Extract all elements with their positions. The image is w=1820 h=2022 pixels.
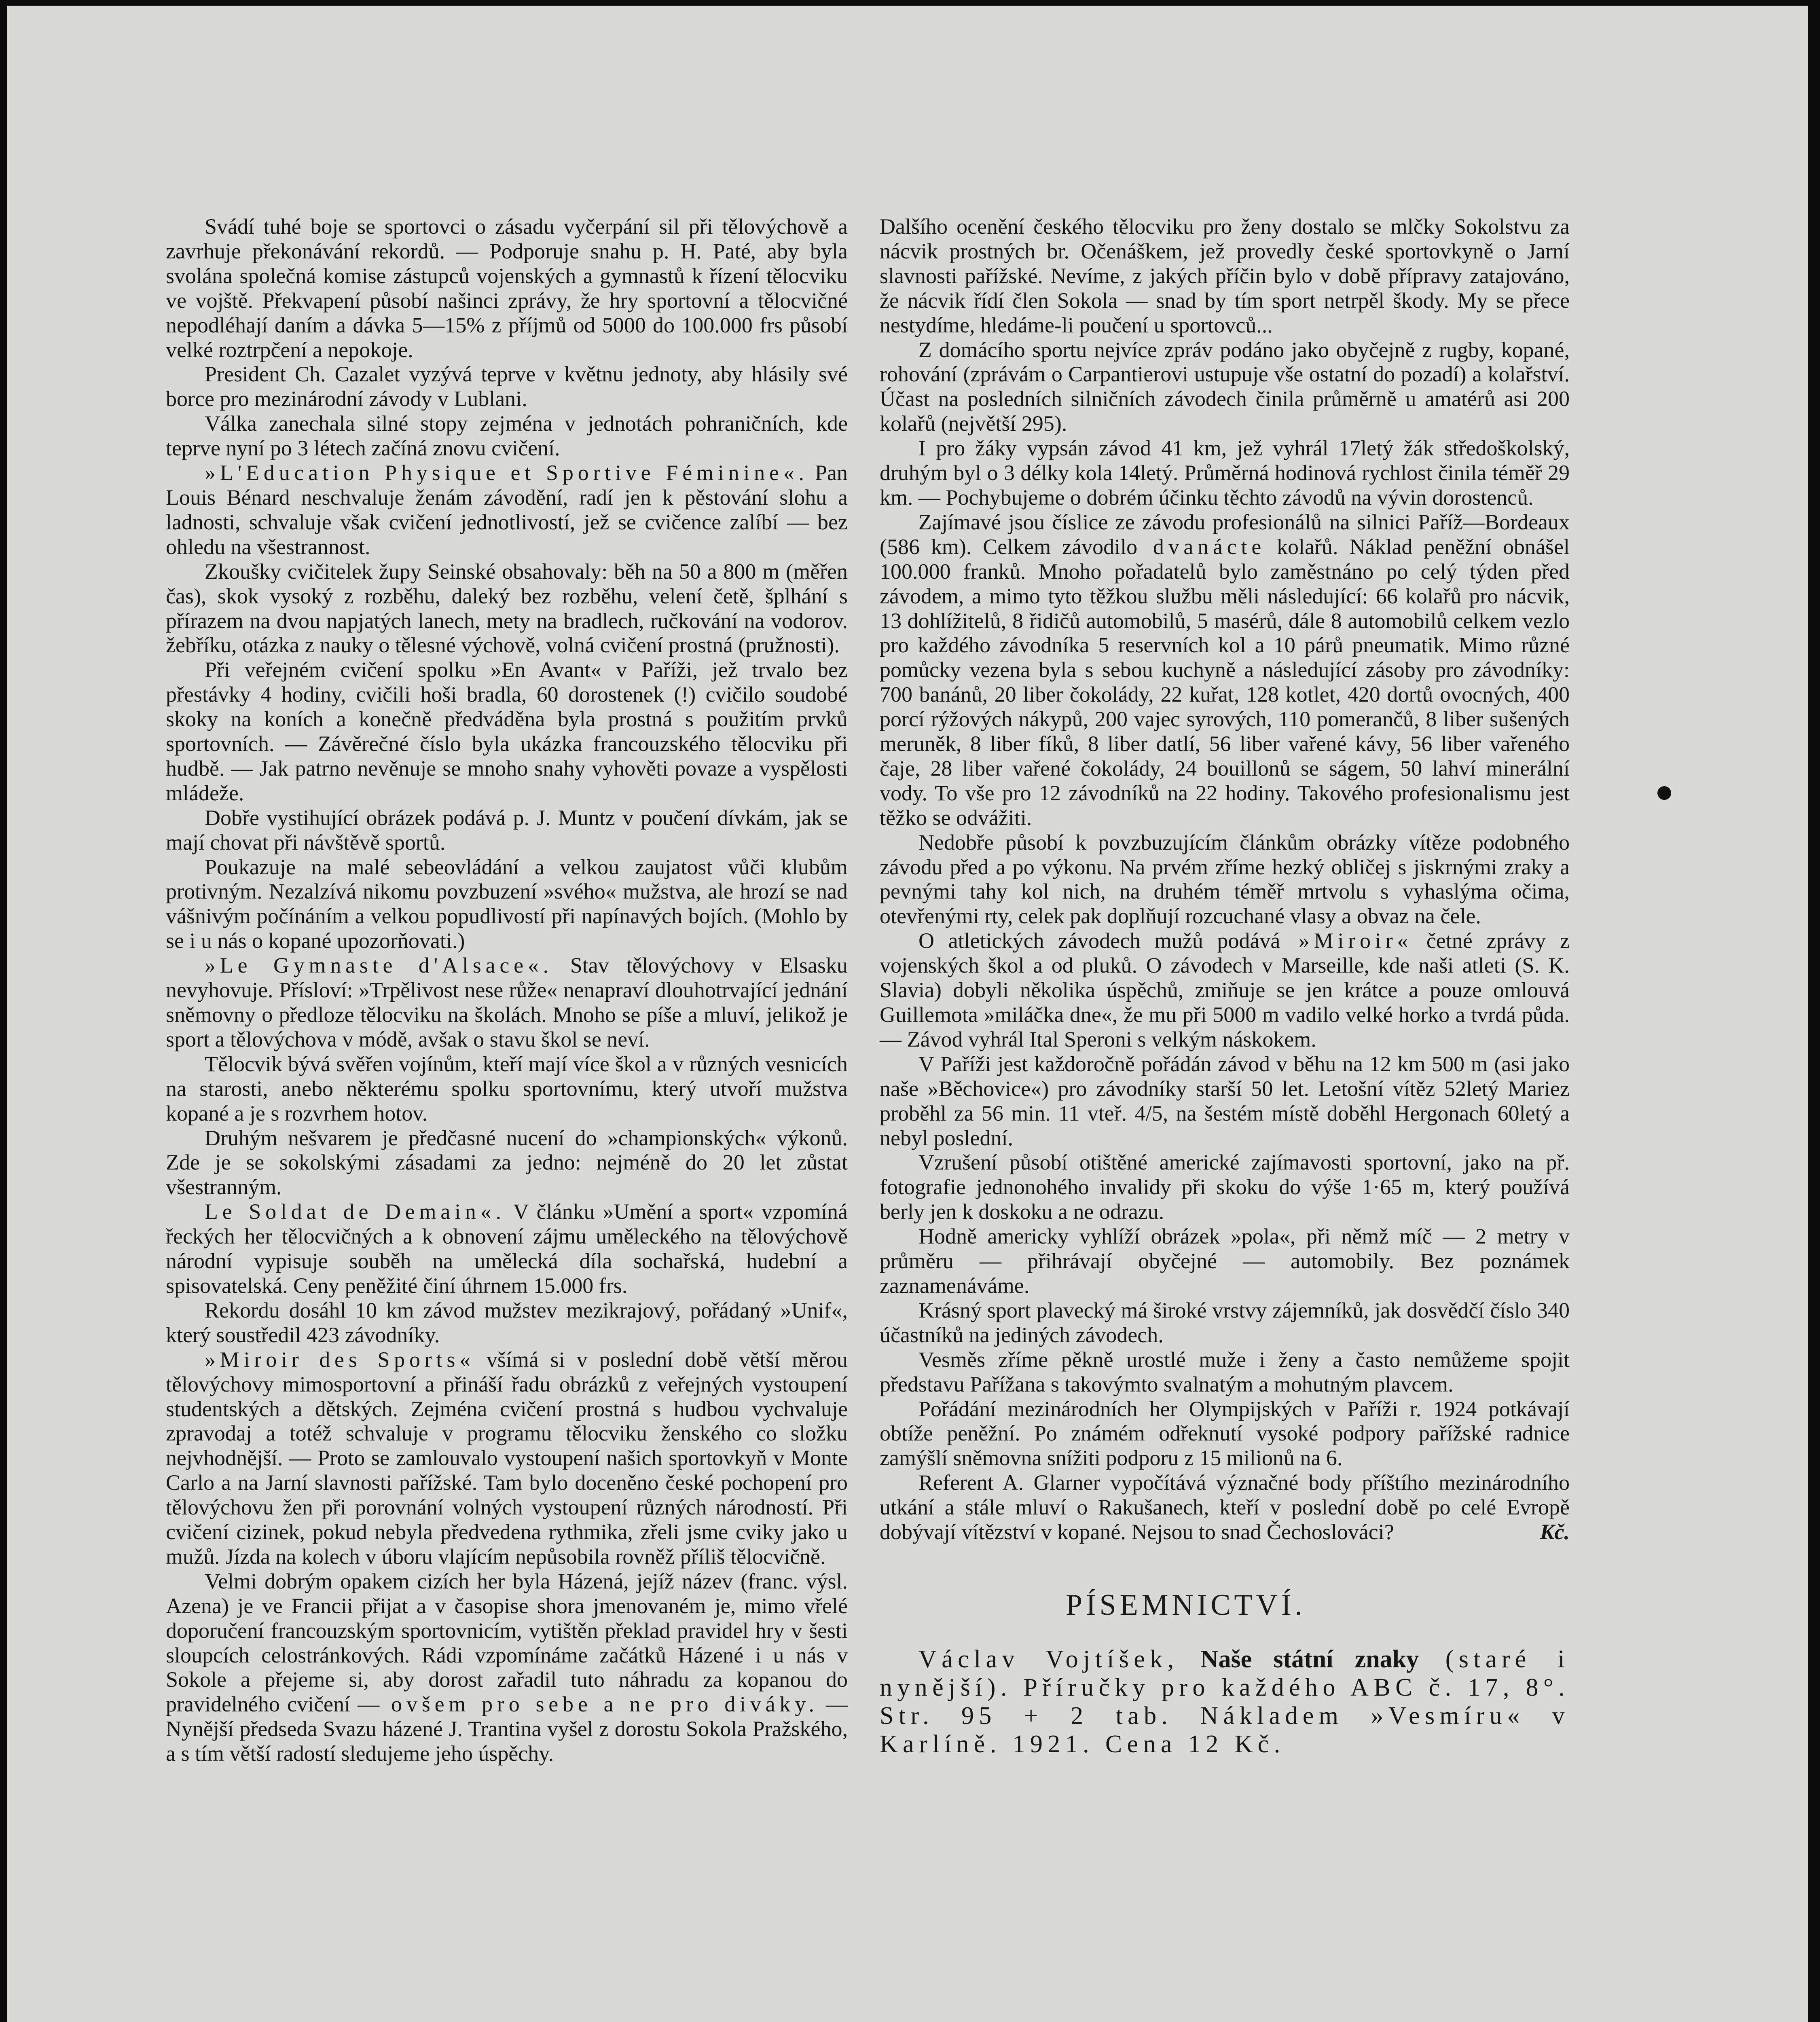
paragraph: Le Soldat de Demain«. V článku »Umění a sport« vzpomíná řeckých her tělocvičných a k obnovení zájmu uměleckého na tělovýchově národní vypisuje souběh na umělecká díla sochařská, hudební a spisovatelská. Ceny peněžité činí úhrnem 15.000 frs. <box>166 1199 848 1298</box>
paragraph: Pořádání mezinárodních her Olympijských v Paříži r. 1924 potkávají obtíže peněžní. Po známém odřeknutí vysoké podpory pařížské radnice zamýšlí sněmovna snížiti podporu z 15 milionů na 6. <box>880 1396 1570 1470</box>
bullet-mark <box>1657 786 1671 800</box>
right-column <box>880 214 1570 1758</box>
author-signature: Kč. <box>1540 1520 1570 1544</box>
paragraph: Válka zanechala silné stopy zejména v jednotách pohraničních, kde teprve nyní po 3 létech začíná znovu cvičení. <box>166 411 848 461</box>
paragraph: V Paříži jest každoročně pořádán závod v běhu na 12 km 500 m (asi jako naše »Běchovice«) pro závodníky starší 50 let. Letošní vítěz 52letý Mariez proběhl za 56 min. 11 vteř. 4/5, na šestém místě doběhl Hergonach 60letý a nebyl poslední. <box>880 1051 1570 1150</box>
left-column <box>166 214 848 1766</box>
journal-title: »Miroir des Sports« <box>205 1347 475 1372</box>
paragraph: Dobře vystihující obrázek podává p. J. Muntz v poučení dívkám, jak se mají chovat při návštěvě sportů. <box>166 805 848 854</box>
paragraph: Vzrušení působí otištěné americké zajímavosti sportovní, jako na př. fotografie jednonohého invalidy při skoku do výše 1·65 m, který používá berly jen k doskoku a ne odrazu. <box>880 1150 1570 1224</box>
paragraph: Druhým nešvarem je předčasné nucení do »championských« výkonů. Zde je se sokolskými zásadami za jedno: nejméně do 20 let zůstat všestranným. <box>166 1125 848 1199</box>
paragraph: Nedobře působí k povzbuzujícím článkům obrázky vítěze podobného závodu před a po výkonu. Na prvém zříme hezký obličej s jiskrnými zraky a pevnými tahy kol nich, na druhém téměř mrtvolu s vyhaslýma očima, otevřenými rty, celek pak doplňují rozcuchané vlasy a obvaz na čele. <box>880 830 1570 929</box>
paragraph: Vesměs zříme pěkně urostlé muže i ženy a často nemůžeme spojit představu Pařížana s takovýmto svalnatým a mohutným plavcem. <box>880 1347 1570 1396</box>
journal-title: »L'Education Physique et Sportive Féminine«. <box>205 461 808 485</box>
paragraph: Referent A. Glarner vypočítává význačné body příštího mezinárodního utkání a stále mluví o Rakušanech, kteří v poslední době po celé Evropě dobývají vítězství v kopané. Nejsou to snad Čechoslováci? Kč. <box>880 1470 1570 1544</box>
paragraph: President Ch. Cazalet vyzývá teprve v květnu jednoty, aby hlásily své borce pro mezinárodní závody v Lublani. <box>166 362 848 411</box>
journal-title: Le Soldat de Demain«. <box>205 1199 506 1224</box>
journal-title: »Le Gymnaste d'Alsace«. <box>205 953 553 978</box>
paragraph: I pro žáky vypsán závod 41 km, jež vyhrál 17letý žák středoškolský, druhým byl o 3 délky kola 14letý. Průměrná hodinová rychlost činila téměř 29 km. — Pochybujeme o dobrém účinku těchto závodů na vývin dorostenců. <box>880 436 1570 510</box>
section-heading: PÍSEMNICTVÍ. <box>1066 1588 1306 1622</box>
paragraph: Zajímavé jsou číslice ze závodu profesionálů na silnici Paříž—Bordeaux (586 km). Celkem závodilo dvanácte kolařů. Náklad peněžní obnášel 100.000 franků. Mnoho pořadatelů bylo zaměstnáno po celý týden před závodem, a mimo tyto těžkou službu měli následující: 66 kolařů pro nácvik, 13 dohlížitelů, 8 řidičů automobilů, 5 masérů, dále 8 automobilů celkem vezlo pro každého závodníka 5 reservních kol a 10 párů pneumatik. Mimo různé pomůcky vezena byla s sebou kuchyně a následující zásoby pro závodníky: 700 banánů, 20 liber čokolády, 22 kuřat, 128 kotlet, 420 dortů ovocných, 400 porcí rýžových nákypů, 200 vajec syrových, 110 pomerančů, 8 liber sušených meruněk, 8 liber fíků, 8 liber datlí, 56 liber vařené kávy, 56 liber vařeného čaje, 28 liber vařené čokolády, 24 bouillonů se ságem, 50 lahví minerální vody. To vše pro 12 závodníků na 22 hodiny. Takového profesionalismu jest těžko se odvážiti. <box>880 510 1570 830</box>
page <box>7 6 1808 2022</box>
review-author: Václav Vojtíšek, <box>918 1645 1179 1673</box>
paragraph: Krásný sport plavecký má široké vrstvy zájemníků, jak dosvědčí číslo 340 účastníků na jediných závodech. <box>880 1298 1570 1347</box>
paragraph: Dalšího ocenění českého tělocviku pro ženy dostalo se mlčky Sokolstvu za nácvik prostných br. Očenáškem, jež provedly české sportovkyně o Jarní slavnosti pařížské. Nevíme, z jakých příčin bylo v době přípravy zatajováno, že nácvik řídí člen Sokola — snad by tím sport netrpěl škody. My se přece nestydíme, hledáme-li poučení u sportovců... <box>880 214 1570 337</box>
paragraph: Zkoušky cvičitelek župy Seinské obsahovaly: běh na 50 a 800 m (měřen čas), skok vysoký z rozběhu, daleký bez rozběhu, velení četě, šplhání s přírazem na dvou napjatých lanech, mety na bradlech, ručkování na vodorov. žebříku, otázka z nauky o tělesné výchově, volná cvičení prostná (pružnosti). <box>166 559 848 658</box>
book-review <box>880 1645 1570 1758</box>
paragraph: »Miroir des Sports« všímá si v poslední době větší měrou tělovýchovy mimosportovní a přináší řadu obrázků z veřejných vystoupení studentských a dětských. Zejména cvičení prostná s hudbou vychvaluje zpravodaj a totéž schvaluje v programu tělocviku ženského co složku nejvhodnější. — Proto se zamlouvalo vystoupení našich sportovkyň v Monte Carlo a na Jarní slavnosti pařížské. Tam bylo doceněno české pochopení pro tělovýchovu žen při porovnání volných vystoupení různých národností. Při cvičení cizinek, pokud nebyla předvedena rythmika, zřeli jsme cviky jako u mužů. Jízda na kolech v úboru vlajícím nepůsobila rovněž příliš tělocvičně. <box>166 1347 848 1569</box>
paragraph: Poukazuje na malé sebeovládání a velkou zaujatost vůči klubům protivným. Nezalzívá nikomu povzbuzení »svého« mužstva, ale hrozí se nad vášnivým počínáním a velkou popudlivostí při napínavých bojích. (Mohlo by se i u nás o kopané upozorňovati.) <box>166 854 848 953</box>
review-title: Naše státní znaky <box>1179 1645 1419 1673</box>
paragraph: Hodně americky vyhlíží obrázek »pola«, při němž míč — 2 metry v průměru — přihrávají obyčejné — automobily. Bez poznámek zaznamenáváme. <box>880 1224 1570 1298</box>
paragraph: Z domácího sportu nejvíce zpráv podáno jako obyčejně z rugby, kopané, rohování (zprávám o Carpantierovi ustupuje vše ostatní do pozadí) a kolařství. Účast na posledních silničních závodech činila průměrně u amatérů asi 200 kolařů (největší 295). <box>880 337 1570 436</box>
paragraph: Tělocvik bývá svěřen vojínům, kteří mají více škol a v různých vesnicích na starosti, anebo některému spolku sportovnímu, který utvoří mužstva kopané a je s rozvrhem hotov. <box>166 1051 848 1125</box>
paragraph: Rekordu dosáhl 10 km závod mužstev mezikrajový, pořádaný »Unif«, který soustředil 423 závodníky. <box>166 1298 848 1347</box>
paragraph: »L'Education Physique et Sportive Féminine«. Pan Louis Bénard neschvaluje ženám závodění, radí jen k pěstování slohu a ladnosti, schvaluje však cvičení jednotlivostí, jež se cvičence zalíbí — bez ohledu na všestrannost. <box>166 461 848 559</box>
paragraph: O atletických závodech mužů podává »Miroir« četné zprávy z vojenských škol a od pluků. O závodech v Marseille, kde naši atleti (S. K. Slavia) dobyli několika úspěchů, zmiňuje se jen krátce a pouze omlouvá Guillemota »miláčka dne«, že mu při 5000 m vadilo velké horko a tvrdá půda. — Závod vyhrál Ital Speroni s velkým náskokem. <box>880 929 1570 1051</box>
review-details: (staré i nynější). Příručky pro každého ABC č. 17, 8°. Str. 95 + 2 tab. Nákladem »Vesmíru« v Karlíně. 1921. Cena 12 Kč. <box>880 1645 1570 1758</box>
paragraph: Při veřejném cvičení spolku »En Avant« v Paříži, jež trvalo bez přestávky 4 hodiny, cvičili hoši bradla, 60 dorostenek (!) cvičilo soudobé skoky na koních a konečně předváděna byla prostná s použitím prvků sportovních. — Závěrečné číslo byla ukázka francouzského tělocviku při hudbě. — Jak patrno nevěnuje se mnoho snahy vyhověti povaze a vyspělosti mládeže. <box>166 658 848 805</box>
paragraph: »Le Gymnaste d'Alsace«. Stav tělovýchovy v Elsasku nevyhovuje. Přísloví: »Trpělivost nese růže« nenapraví dlouhotrvající jednání sněmovny o předloze tělocviku na školách. Mnoho se píše a mluví, jelikož je sport a tělovýchova v módě, avšak o stavu škol se neví. <box>166 953 848 1051</box>
paragraph: Svádí tuhé boje se sportovci o zásadu vyčerpání sil při tělovýchově a zavrhuje překonávání rekordů. — Podporuje snahu p. H. Paté, aby byla svolána společná komise zástupců vojenských a gymnastů k řízení tělocviku ve vojště. Překvapení působí našinci zprávy, že hry sportovní a tělocvičné nepodléhají daním a dávka 5—15% z příjmů od 5000 do 100.000 frs působí velké roztrpčení a nepokoje. <box>166 214 848 362</box>
paragraph: Velmi dobrým opakem cizích her byla Házená, jejíž název (franc. výsl. Azena) je ve Francii přijat a v časopise shora jmenovaném je, mimo vřelé doporučení francouzským sportovnicím, vytištěn překlad pravidel hry v šesti sloupcích celostránkových. Rádi vzpomínáme začátků Házené i u nás v Sokole a přejeme si, aby dorost zařadil tuto náhradu za kopanou do pravidelného cvičení — ovšem pro sebe a ne pro diváky. — Nynější předseda Svazu házené J. Trantina vyšel z dorostu Sokola Pražského, a s tím větší radostí sledujeme jeho úspěchy. <box>166 1569 848 1766</box>
